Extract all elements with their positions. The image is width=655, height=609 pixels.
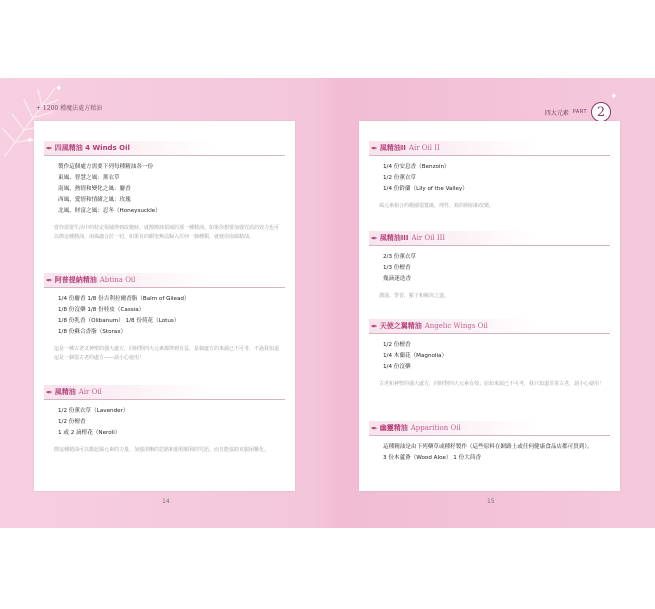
recipe-heading xyxy=(369,231,610,246)
recipe-heading xyxy=(369,319,610,334)
ingredient-line: 幾滴迷迭香 xyxy=(383,276,411,282)
recipe-section xyxy=(369,421,610,464)
recipe-title-en: Air Oil II xyxy=(408,144,440,152)
ingredient-line: 1/2 份薰衣草（Lavender） xyxy=(58,408,129,414)
section-marker xyxy=(545,102,611,122)
ingredient-line: 1/8 份沒藥 1/8 份桂皮（Cassia） xyxy=(58,307,145,313)
ingredient-line: 3 份木蘆薈（Wood Aloe） 1 份大茴香 xyxy=(383,455,482,461)
recipe-title: 幽靈精油 xyxy=(379,424,408,432)
recipe-title: 風精油III xyxy=(379,234,409,242)
recipe-title: 阿普提納精油 xyxy=(54,276,97,284)
ingredient-line: 1/2 份檀香 xyxy=(383,342,411,348)
recipe-title: 四風精油 4 Winds Oil xyxy=(54,144,130,152)
ingredient-line: 1/4 份安息香（Benzoin） xyxy=(383,164,450,170)
recipe-note: 風元素相合的範圍很寬廣，理性、寫的開始和改變。 xyxy=(379,203,495,209)
recipe-heading xyxy=(369,421,610,436)
recipe-title-en: Air Oil xyxy=(78,388,102,396)
ingredient-line: 1/4 份麝香 1/8 份吉利拉爾香脂（Balm of Gilead） xyxy=(58,296,190,302)
page-number: 14 xyxy=(162,498,170,505)
quill-icon: ✒ xyxy=(371,233,378,243)
quill-icon: ✒ xyxy=(46,387,53,397)
ingredient-line: 1/2 份薰衣草 xyxy=(383,175,417,181)
recipe-heading xyxy=(369,141,610,156)
ingredient-line: 1/3 份檀香 xyxy=(383,265,411,271)
recipe-section xyxy=(44,385,285,455)
ingredient-list xyxy=(383,340,610,373)
recipe-title-en: Abtina Oil xyxy=(99,276,136,284)
left-page xyxy=(34,121,295,491)
ingredient-line: 1 或 2 滴橙花（Neroli） xyxy=(58,430,121,436)
page-number: 15 xyxy=(487,498,495,505)
recipe-section xyxy=(44,141,285,242)
quill-icon: ✒ xyxy=(371,143,378,153)
quill-icon: ✒ xyxy=(46,275,53,285)
star-icon: ✦ xyxy=(55,84,63,94)
recipe-title: 風精油 xyxy=(54,388,76,396)
running-title: + 1200 種魔法處方精油 xyxy=(36,105,103,112)
ingredient-list xyxy=(379,442,607,464)
star-icon: ✦ xyxy=(610,92,618,102)
recipe-note: 擦這種精油可以激起風元素的力量，加強清晰的思路和旅程順利的咒語，而且能協助克服困難化。 xyxy=(54,447,270,453)
quill-icon: ✒ xyxy=(371,423,378,433)
recipe-section xyxy=(369,319,610,389)
quill-icon: ✒ xyxy=(371,321,378,331)
ingredient-line: 1/4 份沒藥 xyxy=(383,364,411,370)
recipe-title-en: Angelic Wings Oil xyxy=(424,322,488,330)
ingredient-line: 2/3 份薰衣草 xyxy=(383,254,417,260)
ingredient-list xyxy=(58,294,285,338)
section-title: 四大元素 xyxy=(544,109,569,117)
part-number-badge: 2 xyxy=(591,102,611,122)
recipe-title-en: Apparition Oil xyxy=(410,424,461,432)
ingredient-line: 東風，智慧之風：薰衣草 xyxy=(58,175,120,181)
ingredient-line: 西風，愛情和情緒之風：玫瑰 xyxy=(58,197,131,203)
ingredient-list xyxy=(383,162,610,195)
ingredient-line: 1/4 份鈴蘭（Lily of the Valley） xyxy=(383,186,468,192)
recipe-note: 古老和神聖的強大處方，同時對四大元素有效；原始來源已不可考，我只知道非常古老，請小心使用！ xyxy=(379,381,605,387)
ingredient-line: 製作這個處方需要下列每種精油各一份 xyxy=(58,164,154,170)
quill-icon: ✒ xyxy=(46,143,53,153)
ingredient-line: 南風，熱情和變化之風：麝香 xyxy=(58,186,131,192)
recipe-title-en: Air Oil III xyxy=(411,234,446,242)
recipe-note: 這是一種古老又神聖的強大處方，同時對四大元素都得到有益，是個處方的來源已不可考，不過我知道這是一個很古老的處方——請小心使用！ xyxy=(54,346,280,361)
recipe-title: 風精油II xyxy=(379,144,406,152)
ingredient-line: 1/2 份檀香 xyxy=(58,419,86,425)
recipe-section xyxy=(44,273,285,363)
ingredient-line: 1/8 份蘇合香脂（Storax） xyxy=(58,329,127,335)
ingredient-line: 這種精油是由下列藥草或種籽製作（這些原料在網路上或任何健康食品店都可買到）。 xyxy=(383,444,593,450)
part-label: PART xyxy=(572,109,587,115)
ingredient-list xyxy=(58,406,285,439)
recipe-title: 天使之翼精油 xyxy=(379,322,422,330)
recipe-note: 當你需要生活中的特定領域得到改變時，就擦擦該領域的那一種精油。如果你想要加強咒語的效力也可以擦這種精油，南風適合於一切，如果有的願望無法歸入任何一個種類，就使用南風精油。 xyxy=(54,225,280,240)
recipe-section xyxy=(369,141,610,211)
ingredient-line: 北風，財富之風：忍冬（Honeysuckle） xyxy=(58,208,161,214)
ingredient-line: 1/4 木蘭花（Magnolia） xyxy=(383,353,448,359)
recipe-note: 溝通、學習、點子和解決之道。 xyxy=(379,293,450,299)
ingredient-list xyxy=(58,162,285,217)
recipe-heading xyxy=(44,141,285,156)
ingredient-list xyxy=(383,252,610,285)
star-icon: ✦ xyxy=(26,136,34,146)
recipe-section xyxy=(369,231,610,301)
right-page xyxy=(359,121,620,491)
recipe-heading xyxy=(44,273,285,288)
recipe-heading xyxy=(44,385,285,400)
ingredient-line: 1/8 份乳香（Olibanum） 1/8 份荷花（Lotus） xyxy=(58,318,180,324)
